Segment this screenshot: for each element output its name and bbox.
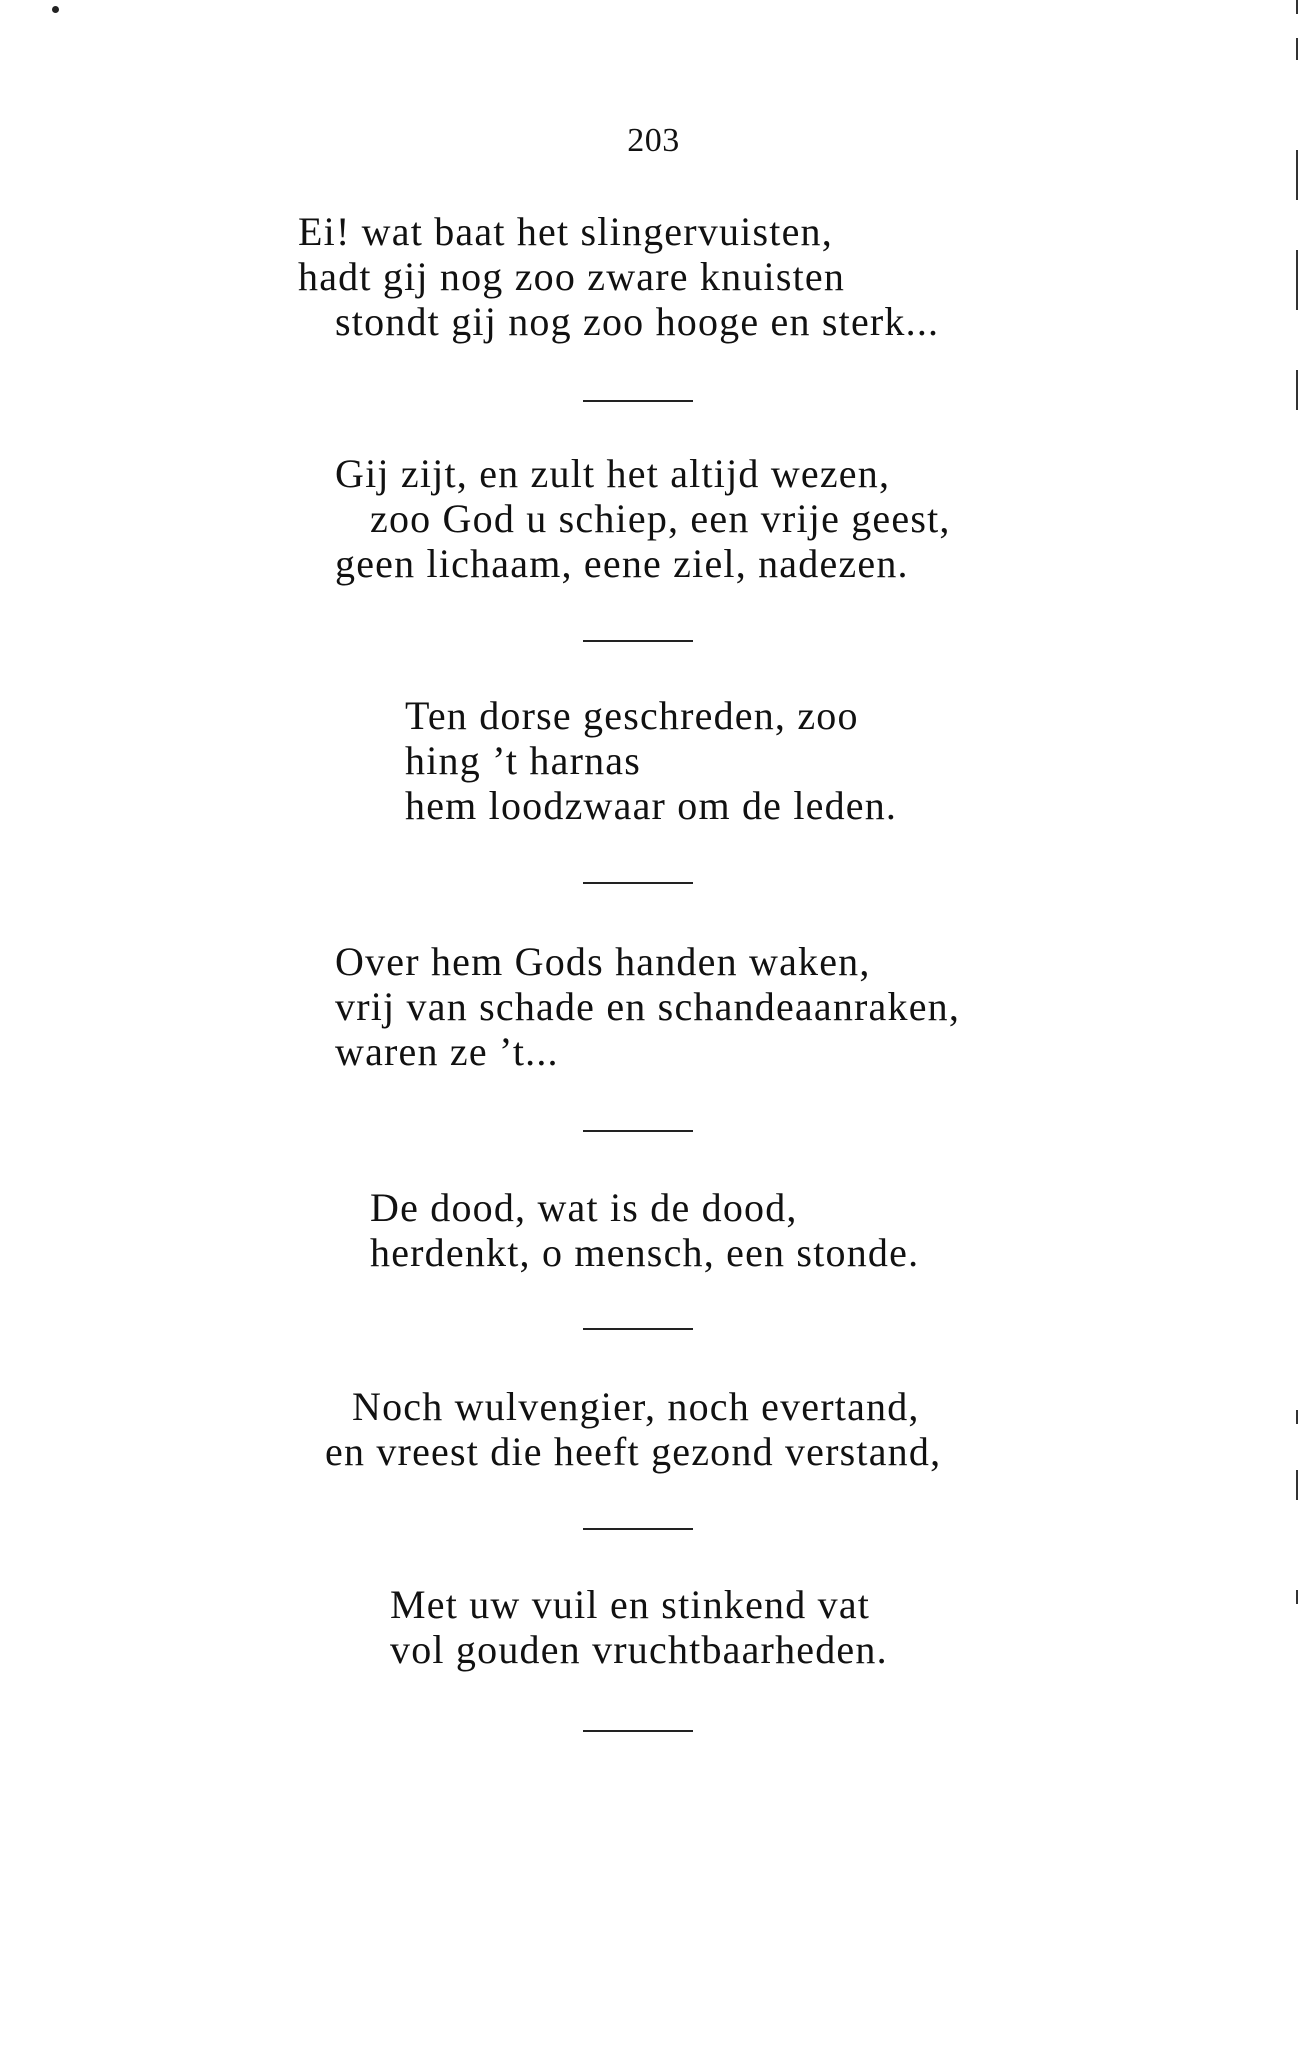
poem-line: Ei! wat baat het slingervuisten, [298,209,833,254]
poem-line: Ten dorse geschreden, zoo [405,693,859,738]
poem-line: en vreest die heeft gezond verstand, [325,1429,942,1474]
poem-line: Met uw vuil en stinkend vat [390,1582,871,1627]
poem-line: waren ze ’t... [335,1029,559,1074]
poem-line: Over hem Gods handen waken, [335,939,871,984]
scan-edge-mark [1296,38,1298,60]
poem-line: geen lichaam, eene ziel, nadezen. [335,541,909,586]
scan-edge-mark [1296,1470,1298,1500]
page-number: 203 [627,122,680,159]
scan-edge-mark [1296,1410,1298,1424]
poem-line: zoo God u schiep, een vrije geest, [370,496,951,541]
section-divider [583,1730,693,1732]
section-divider [583,1528,693,1530]
section-divider [583,400,693,402]
poem-line: hing ’t harnas [405,738,642,783]
poem-line: hadt gij nog zoo zware knuisten [298,254,846,299]
section-divider [583,640,693,642]
scan-edge-mark [1296,370,1298,410]
poem-line: Gij zijt, en zult het altijd wezen, [335,451,891,496]
poem-line: stondt gij nog zoo hooge en sterk... [335,299,940,344]
section-divider [583,1328,693,1330]
poem-line: herdenkt, o mensch, een stonde. [370,1230,920,1275]
poem-line: Noch wulvengier, noch evertand, [352,1384,920,1429]
section-divider [583,1130,693,1132]
poem-line: vrij van schade en schandeaanraken, [335,984,961,1029]
poem-line: hem loodzwaar om de leden. [405,783,898,828]
poem-line: De dood, wat is de dood, [370,1185,798,1230]
scan-corner-dot [52,6,59,13]
scan-edge-mark [1296,250,1298,310]
scan-edge-mark [1296,1590,1298,1604]
scan-edge-mark [1296,150,1298,200]
poem-line: vol gouden vruchtbaarheden. [390,1627,888,1672]
scan-edge-mark [1296,0,1298,14]
section-divider [583,882,693,884]
